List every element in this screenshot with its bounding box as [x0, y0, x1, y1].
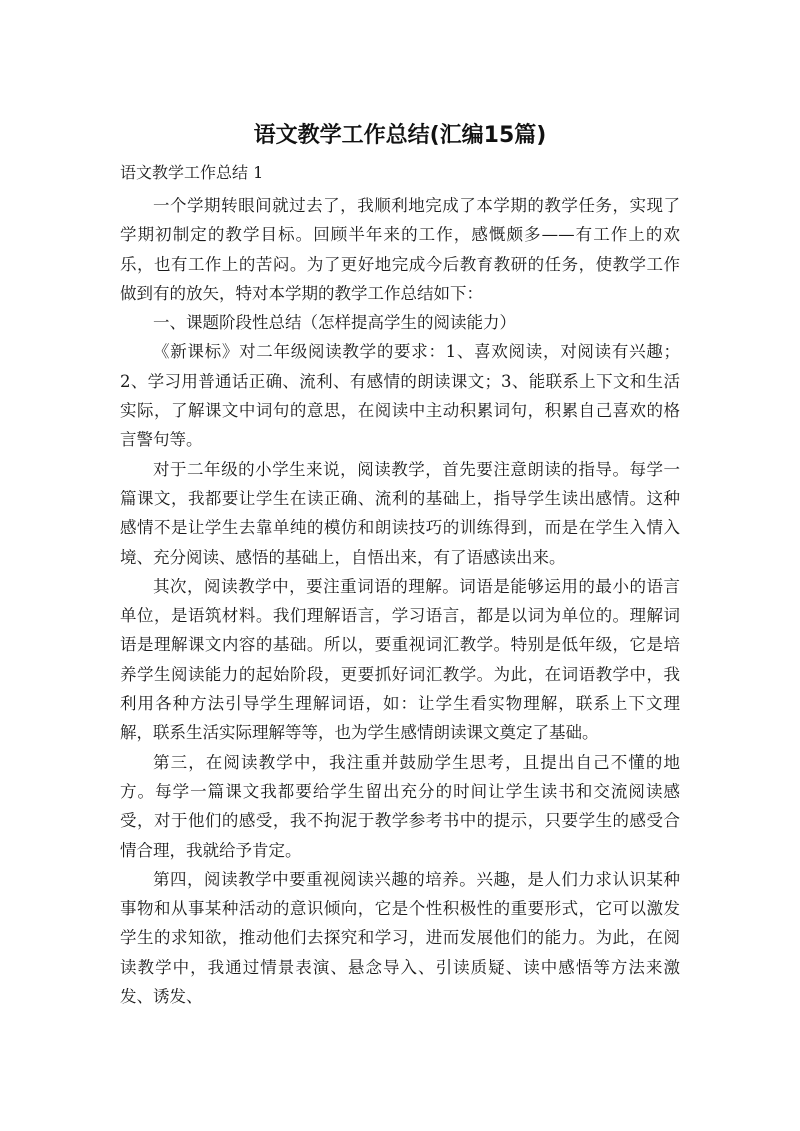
paragraph-section-heading: 一、课题阶段性总结（怎样提高学生的阅读能力） — [153, 313, 516, 333]
paragraph-reading-guidance: 对于二年级的小学生来说，阅读教学，首先要注意朗读的指导。每学一篇课文，我都要让学生在读正确、流利的基础上，指导学生读出感情。这种感情不是让学生去靠单纯的模仿和朗读技巧的训练得到，而是在学生入情入境、充分阅读、感悟的基础上，自悟出来，有了语感读出来。 — [120, 459, 680, 567]
paragraph-curriculum-requirements: 《新课标》对二年级阅读教学的要求：1、喜欢阅读，对阅读有兴趣；2、学习用普通话正确、流利、有感情的朗读课文；3、能联系上下文和生活实际，了解课文中词句的意思，在阅读中主动积累词句，积累自己喜欢的格言警句等。 — [120, 342, 680, 450]
paragraph-interest: 第四，阅读教学中要重视阅读兴趣的培养。兴趣，是人们力求认识某种事物和从事某种活动的意识倾向，它是个性积极性的重要形式，它可以激发学生的求知欲，推动他们去探究和学习，进而发展他们的能力。为此，在阅读教学中，我通过情景表演、悬念导入、引读质疑、读中感悟等方法来激发、诱发、 — [120, 869, 680, 1007]
paragraph-vocabulary: 其次，阅读教学中，要注重词语的理解。词语是能够运用的最小的语言单位，是语筑材料。我们理解语言，学习语言，都是以词为单位的。理解词语是理解课文内容的基础。所以，要重视词汇教学。特别是低年级，它是培养学生阅读能力的起始阶段，更要抓好词汇教学。为此，在词语教学中，我利用各种方法引导学生理解词语，如：让学生看实物理解，联系上下文理解，联系生活实际理解等等，也为学生感情朗读课文奠定了基础。 — [120, 576, 680, 743]
paragraph-thinking: 第三，在阅读教学中，我注重并鼓励学生思考，且提出自己不懂的地方。每学一篇课文我都要给学生留出充分的时间让学生读书和交流阅读感受，对于他们的感受，我不拘泥于教学参考书中的提示，只要学生的感受合情合理，我就给予肯定。 — [120, 752, 680, 860]
paragraph-intro: 一个学期转眼间就过去了，我顺利地完成了本学期的教学任务，实现了学期初制定的教学目标。回顾半年来的工作，感慨颇多——有工作上的欢乐，也有工作上的苦闷。为了更好地完成今后教育教研的任务，使教学工作做到有的放矢，特对本学期的教学工作总结如下： — [120, 196, 680, 303]
document-title: 语文教学工作总结(汇编15篇) — [253, 123, 547, 148]
document-body — [120, 191, 680, 1011]
section-heading: 语文教学工作总结 1 — [120, 163, 264, 182]
